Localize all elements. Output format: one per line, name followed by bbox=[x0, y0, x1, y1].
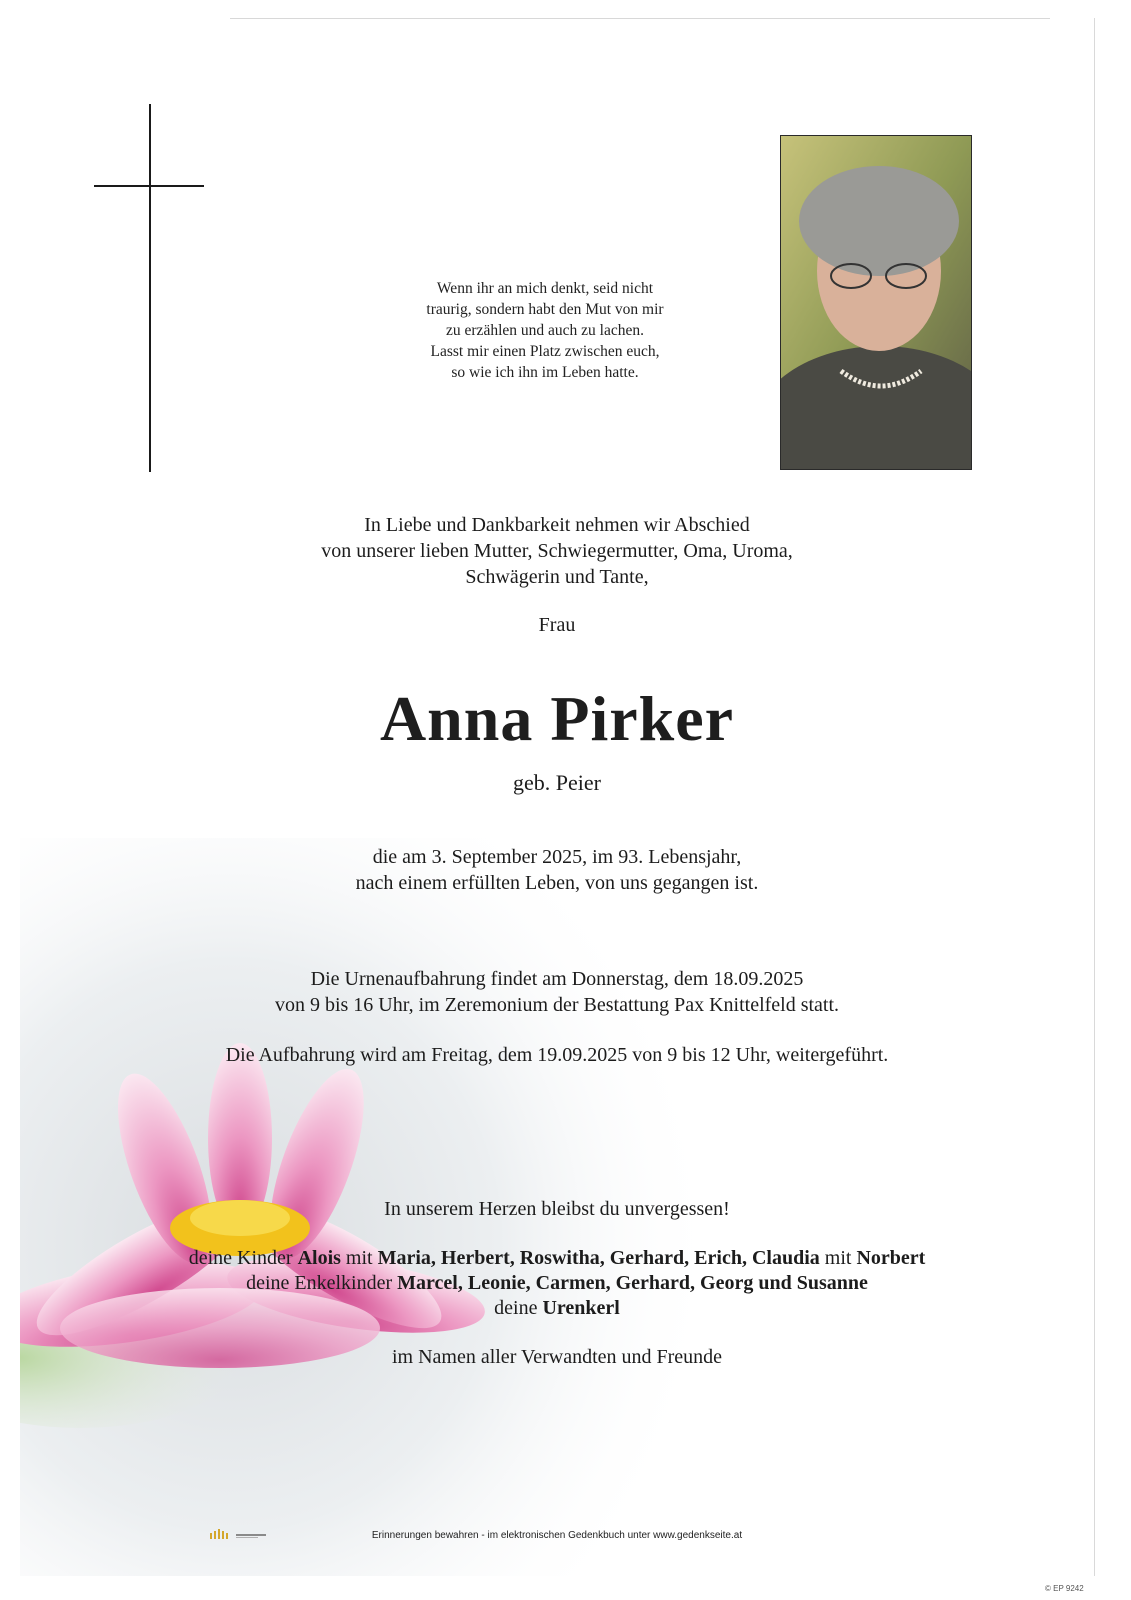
grandchildren-line bbox=[20, 1271, 1094, 1296]
viewing-line: von 9 bis 16 Uhr, im Zeremonium der Bestattung Pax Knittelfeld statt. bbox=[274, 994, 840, 1016]
deceased-name: Anna Pirker bbox=[379, 683, 735, 754]
viewing-continued: Die Aufbahrung wird am Freitag, dem 19.09.2025 von 9 bis 12 Uhr, weitergeführt. bbox=[225, 1044, 889, 1066]
memorial-poem bbox=[360, 278, 730, 383]
great-grandchildren: Urenkerl bbox=[542, 1297, 620, 1319]
viewing-info bbox=[20, 966, 1094, 1018]
family-list bbox=[20, 1246, 1094, 1321]
great-grandchildren-line bbox=[20, 1296, 1094, 1321]
intro-line: von unserer lieben Mutter, Schwiegermutter, Oma, Uroma, bbox=[321, 540, 793, 562]
top-rule bbox=[230, 18, 1050, 19]
grandchildren-names: Marcel, Leonie, Carmen, Gerhard, Georg und Susanne bbox=[397, 1272, 868, 1294]
poem-line: traurig, sondern habt den Mut von mir bbox=[426, 301, 664, 318]
poem-line: Lasst mir einen Platz zwischen euch, bbox=[430, 343, 660, 360]
death-line: nach einem erfüllten Leben, von uns gegangen ist. bbox=[355, 872, 759, 894]
poem-line: so wie ich ihn im Leben hatte. bbox=[451, 364, 639, 381]
farewell-intro bbox=[20, 512, 1094, 590]
child-name: Alois bbox=[297, 1247, 341, 1269]
great-prefix: deine bbox=[494, 1297, 543, 1319]
intro-line: In Liebe und Dankbarkeit nehmen wir Abschied bbox=[364, 514, 750, 536]
obituary-page bbox=[20, 18, 1095, 1576]
children-prefix: deine Kinder bbox=[188, 1247, 298, 1269]
intro-line: Schwägerin und Tante, bbox=[465, 566, 649, 588]
cross-horizontal-bar bbox=[94, 185, 204, 187]
children-line bbox=[20, 1246, 1094, 1271]
death-line: die am 3. September 2025, im 93. Lebensjahr, bbox=[372, 846, 742, 868]
connector: mit bbox=[819, 1247, 857, 1269]
footer-guestbook-note: Erinnerungen bewahren - im elektronischen Gedenkbuch unter www.gedenkseite.at bbox=[371, 1530, 743, 1541]
cross-vertical-bar bbox=[149, 104, 151, 472]
poem-line: zu erzählen und auch zu lachen. bbox=[446, 322, 644, 339]
copyright-mark: © EP 9242 bbox=[1045, 1584, 1084, 1593]
death-notice bbox=[20, 844, 1094, 896]
viewing-line: Die Urnenaufbahrung findet am Donnerstag, dem 18.09.2025 bbox=[310, 968, 804, 990]
connector: mit bbox=[340, 1247, 378, 1269]
children-names: Maria, Herbert, Roswitha, Gerhard, Erich, Claudia bbox=[377, 1247, 820, 1269]
portrait-photo bbox=[780, 135, 972, 470]
maiden-name: geb. Peier bbox=[513, 770, 601, 795]
poem-line: Wenn ihr an mich denkt, seid nicht bbox=[436, 280, 654, 297]
child-name: Norbert bbox=[856, 1247, 926, 1269]
salutation: Frau bbox=[538, 614, 576, 636]
heart-line: In unserem Herzen bleibst du unvergessen! bbox=[384, 1198, 730, 1220]
closing-line: im Namen aller Verwandten und Freunde bbox=[391, 1346, 723, 1368]
grandchildren-prefix: deine Enkelkinder bbox=[246, 1272, 398, 1294]
